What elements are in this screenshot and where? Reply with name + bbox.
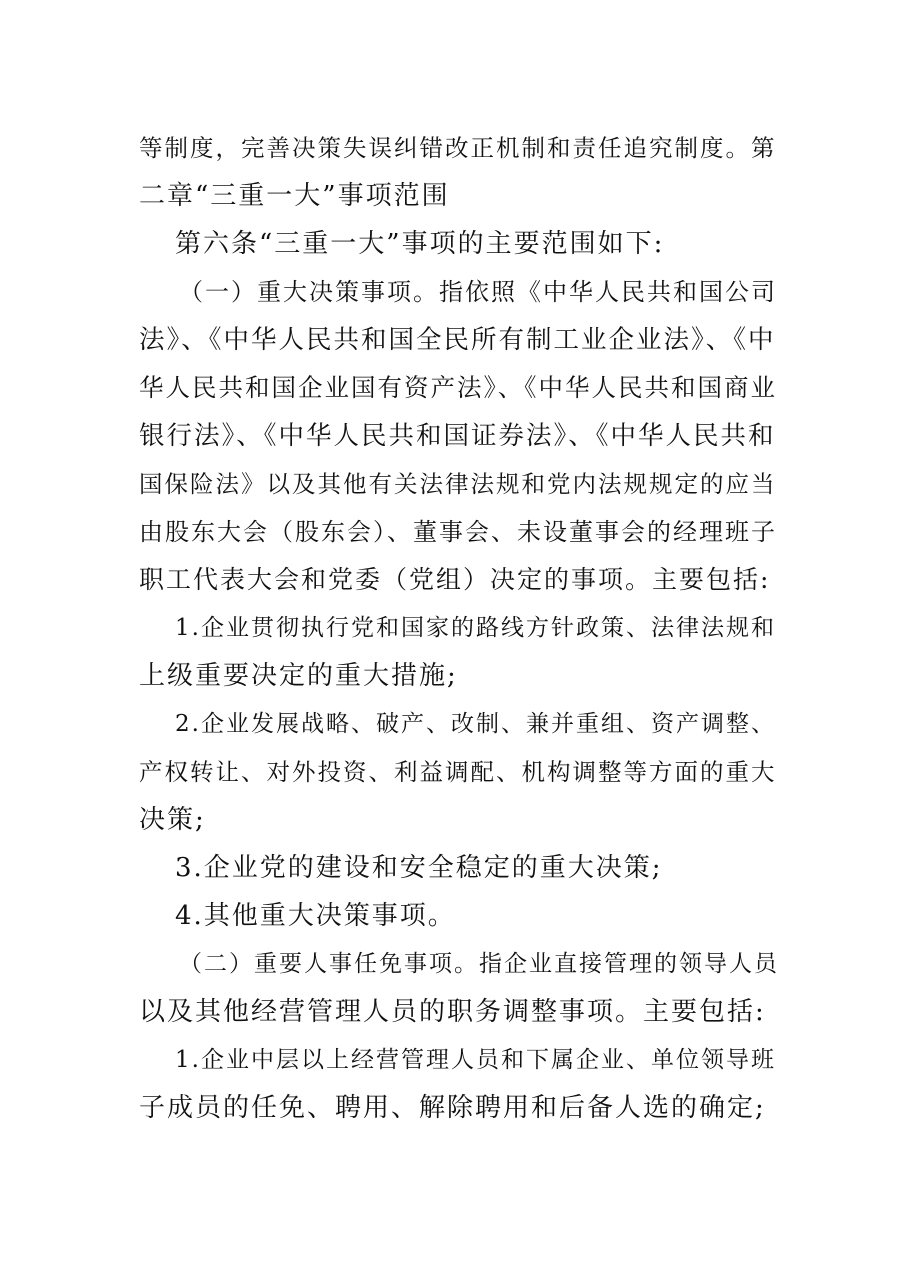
list-item-line: 4.其他重大决策事项。 (175, 901, 456, 931)
text-line: 上级重要决定的重大措施; (139, 661, 458, 691)
text-line: 由股东大会（股东会）、董事会、未设董事会的经理班子 (139, 518, 777, 546)
text-line: 国保险法》以及其他有关法律法规和党内法规规定的应当 (139, 470, 777, 498)
text-line: 职工代表大会和党委（党组）决定的事项。主要包括: (139, 565, 771, 594)
text-line: 法》、《中华人民共和国全民所有制工业企业法》、《中 (139, 325, 776, 355)
list-item-line: 1.企业贯彻执行党和国家的路线方针政策、法律法规和 (175, 615, 776, 641)
section-heading-line: （一）重大决策事项。指依照《中华人民共和国公司 (179, 278, 777, 306)
list-item-line: 2.企业发展战略、破产、改制、兼并重组、资产调整、 (175, 711, 776, 737)
text-line: 决策; (139, 805, 206, 835)
list-item-line: 3.企业党的建设和安全稳定的重大决策; (175, 853, 663, 883)
text-line: 华人民共和国企业国有资产法》、《中华人民共和国商业 (139, 373, 777, 402)
text-line: 银行法》、《中华人民共和国证券法》、《中华人民共和 (139, 421, 776, 451)
document-body (139, 124, 779, 1132)
article-heading-line: 第六条“三重一大”事项的主要范围如下: (175, 229, 665, 259)
text-line: 产权转让、对外投资、利益调配、机构调整等方面的重大 (139, 758, 777, 786)
text-line: 子成员的任免、聘用、解除聘用和后备人选的确定; (139, 1093, 766, 1123)
text-line: 等制度，完善决策失误纠错改正机制和责任追究制度。第 (139, 134, 777, 162)
section-heading-line: （二）重要人事任免事项。指企业直接管理的领导人员 (179, 951, 779, 977)
list-item-line: 1.企业中层以上经营管理人员和下属企业、单位领导班 (175, 1047, 776, 1073)
text-line: 以及其他经营管理人员的职务调整事项。主要包括: (139, 997, 766, 1027)
chapter-heading-line: 二章“三重一大”事项范围 (139, 181, 450, 211)
